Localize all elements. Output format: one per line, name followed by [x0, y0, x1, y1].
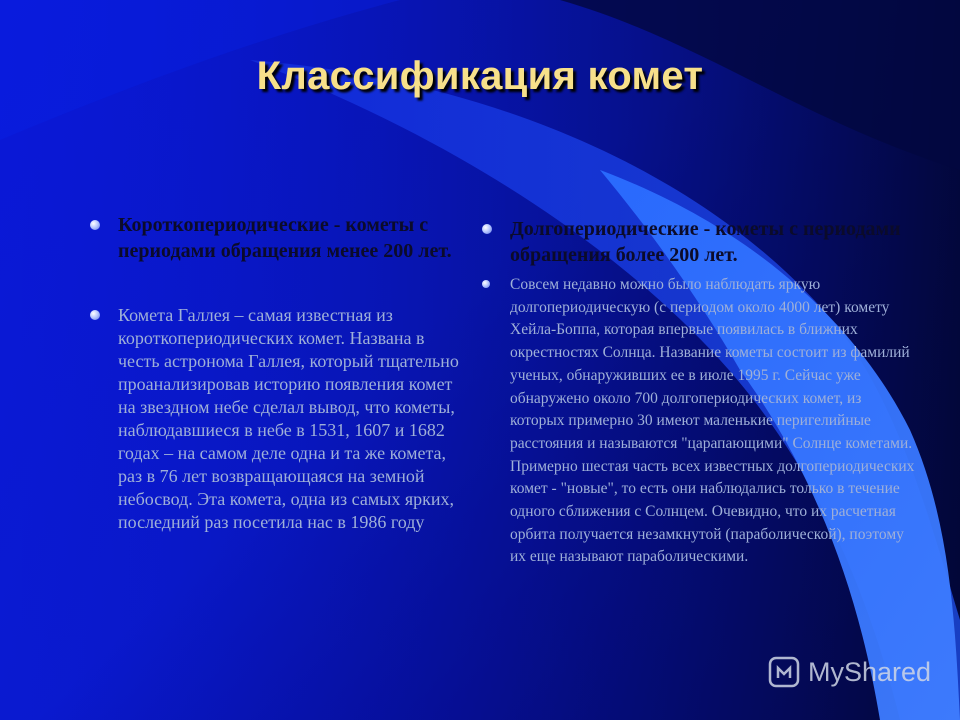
left-heading-item [90, 212, 460, 264]
slide-title: Классификация комет [256, 54, 704, 98]
right-body-item [482, 274, 917, 569]
bullet-icon [90, 220, 100, 230]
right-body-text: Совсем недавно можно было наблюдать яркую долгопериодическую (с периодом около 4000 лет) комету Хейла-Боппа, которая впервые появилась в ближних окрестностях Солнца. Название кометы состоит из фамилий ученых, обнаруживших ее в июле 1995 г. Сейчас уже обнаружено около 700 долгопериодических комет, из которых примерно 30 имеют маленькие перигелийные расстояния и называются "царапающими" Солнце кометами. Примерно шестая часть всех известных долгопериодических комет - "новые", то есть они наблюдались только в течение одного сближения с Солнцем. Очевидно, что их расчетная орбита получается незамкнутой (параболической), поэтому их еще называют параболическими. [510, 276, 915, 566]
left-heading: Короткопериодические - кометы с периодами обращения менее 200 лет. [118, 214, 452, 262]
watermark-text: MyShared [808, 656, 932, 687]
right-column [482, 216, 917, 569]
watermark-logo [768, 656, 931, 688]
myshared-icon [768, 656, 800, 688]
right-heading: Долгопериодические - кометы с периодами обращения более 200 лет. [510, 218, 901, 266]
right-heading-item [482, 216, 917, 268]
bullet-icon [90, 310, 100, 320]
left-column [90, 212, 460, 534]
left-body-item [90, 304, 460, 534]
bullet-icon [482, 280, 490, 288]
left-body-text: Комета Галлея – самая известная из короткопериодических комет. Названа в честь астронома Галлея, который тщательно проанализировав историю появления комет на звездном небе сделал вывод, что кометы, наблюдавшиеся в небе в 1531, 1607 и 1682 годах – на самом деле одна и та же комета, раз в 76 лет возвращающаяся на земной небосвод. Эта комета, одна из самых ярких, последний раз посетила нас в 1986 году [118, 305, 459, 532]
bullet-icon [482, 224, 492, 234]
